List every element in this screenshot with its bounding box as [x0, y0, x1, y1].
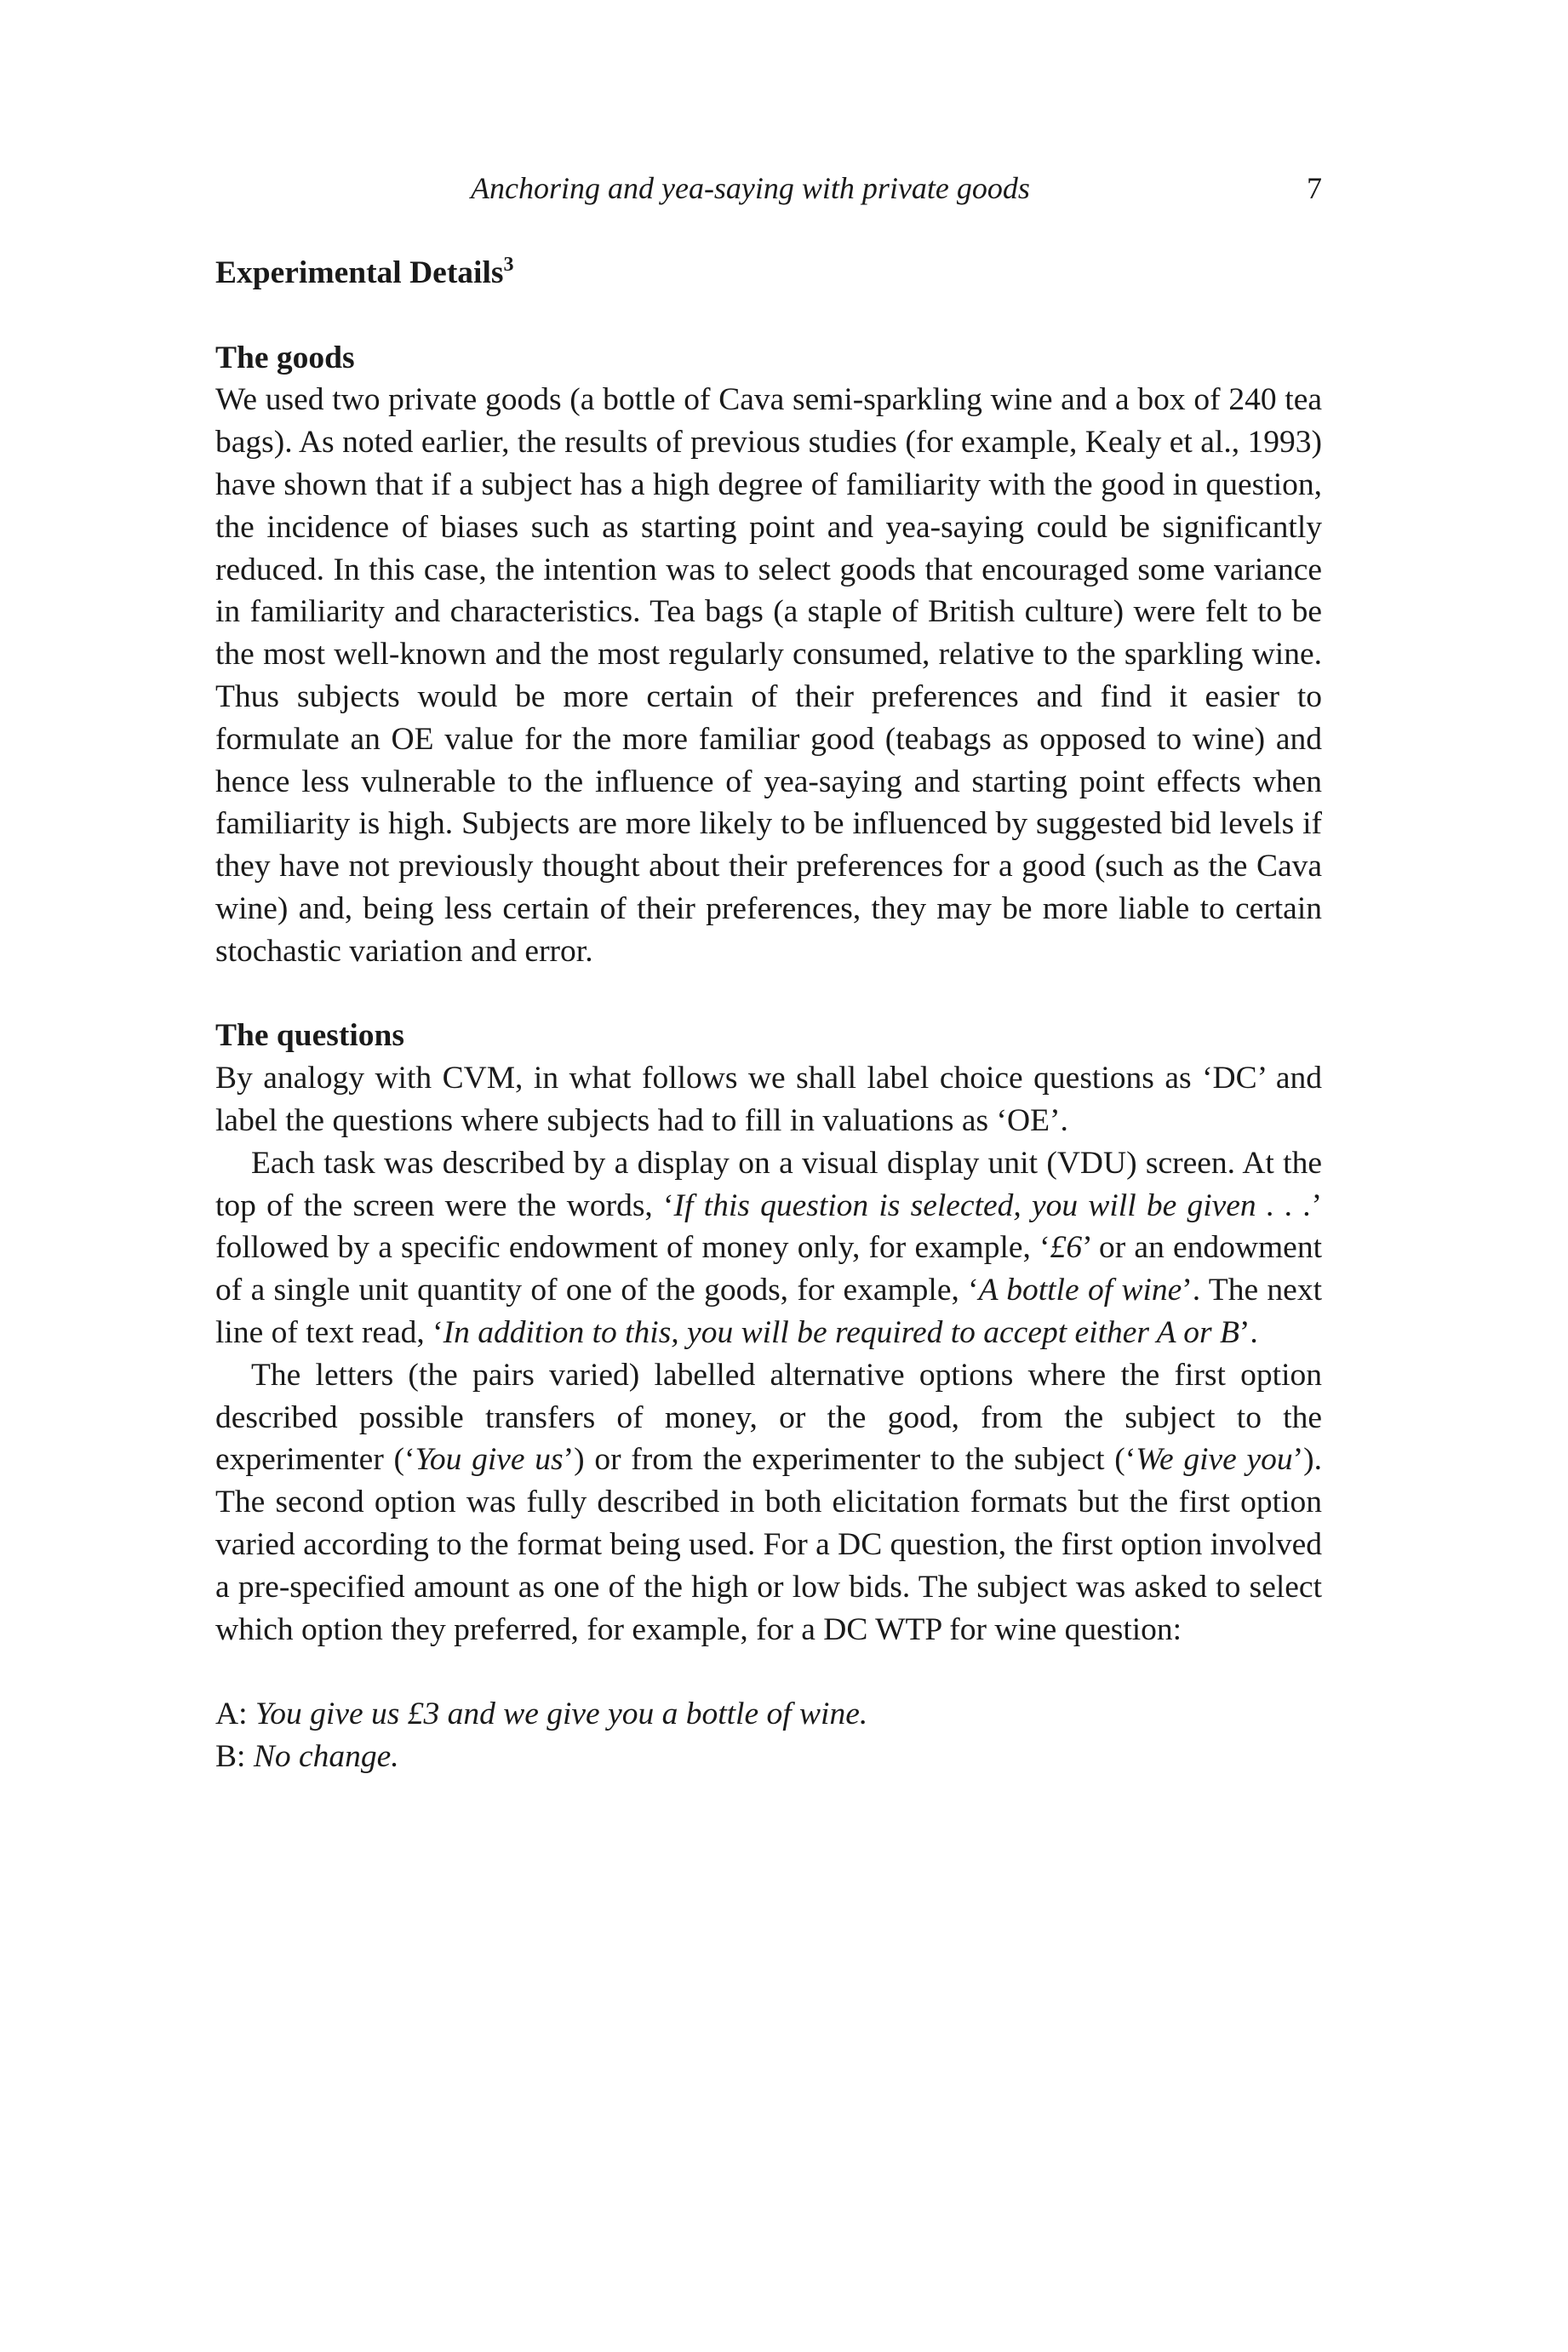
option-b-text: No change. — [253, 1738, 399, 1774]
page-number: 7 — [1307, 171, 1322, 205]
questions-paragraph-3: The letters (the pairs varied) labelled alternative options where the first option described possible transfers of money, or the good, from the subject to the experimenter (‘You give us’) or from the experimenter to the subject (‘We give you’). The second option was fully described in both elicitation formats but the first option varied according to the format being used. For a DC question, the first option involved a pre-specified amount as one of the high or low bids. The subject was asked to select which option they preferred, for example, for a DC WTP for wine question: — [215, 1357, 1323, 1647]
questions-heading: The questions — [215, 1018, 404, 1054]
option-b — [215, 1736, 1322, 1778]
goods-paragraph: We used two private goods (a bottle of Cava semi-sparkling wine and a box of 240 tea bags). As noted earlier, the results of previous studies (for example, Kealy et al., 1993) have shown that if a subject has a high degree of familiarity with the good in question, the incidence of biases such as starting point and yea-saying could be significantly reduced. In this case, the intention was to select goods that encouraged some variance in familiarity and characteristics. Tea bags (a staple of British culture) were felt to be the most well-known and the most regularly consumed, relative to the sparkling wine. Thus subjects would be more certain of their preferences and find it easier to formulate an OE value for the more familiar good (teabags as opposed to wine) and hence less vulnerable to the influence of yea-saying and starting point effects when familiarity is high. Subjects are more likely to be influenced by suggested bid levels if they have not previously thought about their preferences for a good (such as the Cava wine) and, being less certain of their preferences, they may be more liable to certain stochastic variation and error. — [215, 382, 1322, 969]
section-title: Experimental Details — [215, 255, 504, 290]
article-body — [215, 252, 1322, 1778]
option-a-label: A: — [215, 1697, 248, 1732]
option-a — [215, 1693, 1322, 1736]
questions-paragraph-2: Each task was described by a display on a visual display unit (VDU) screen. At the top of the screen were the words, ‘If this question is selected, you will be given . . .’ followed by a specific endowment of money only, for example, ‘£6’ or an endowment of a single unit quantity of one of the goods, for example, ‘A bottle of wine’. The next line of text read, ‘In addition to this, you will be required to accept either A or B’. — [215, 1145, 1322, 1350]
running-head — [215, 170, 1322, 213]
running-title: Anchoring and yea-saying with private goods — [471, 171, 1030, 205]
footnote-marker: 3 — [503, 254, 514, 276]
goods-heading: The goods — [215, 340, 355, 375]
section-heading — [215, 252, 1322, 295]
questions-paragraph-1: By analogy with CVM, in what follows we shall label choice questions as ‘DC’ and label the questions where subjects had to fill in valuations as ‘OE’. — [215, 1061, 1322, 1138]
option-a-text: You give us £3 and we give you a bottle of wine. — [255, 1697, 868, 1732]
option-b-label: B: — [215, 1738, 246, 1774]
